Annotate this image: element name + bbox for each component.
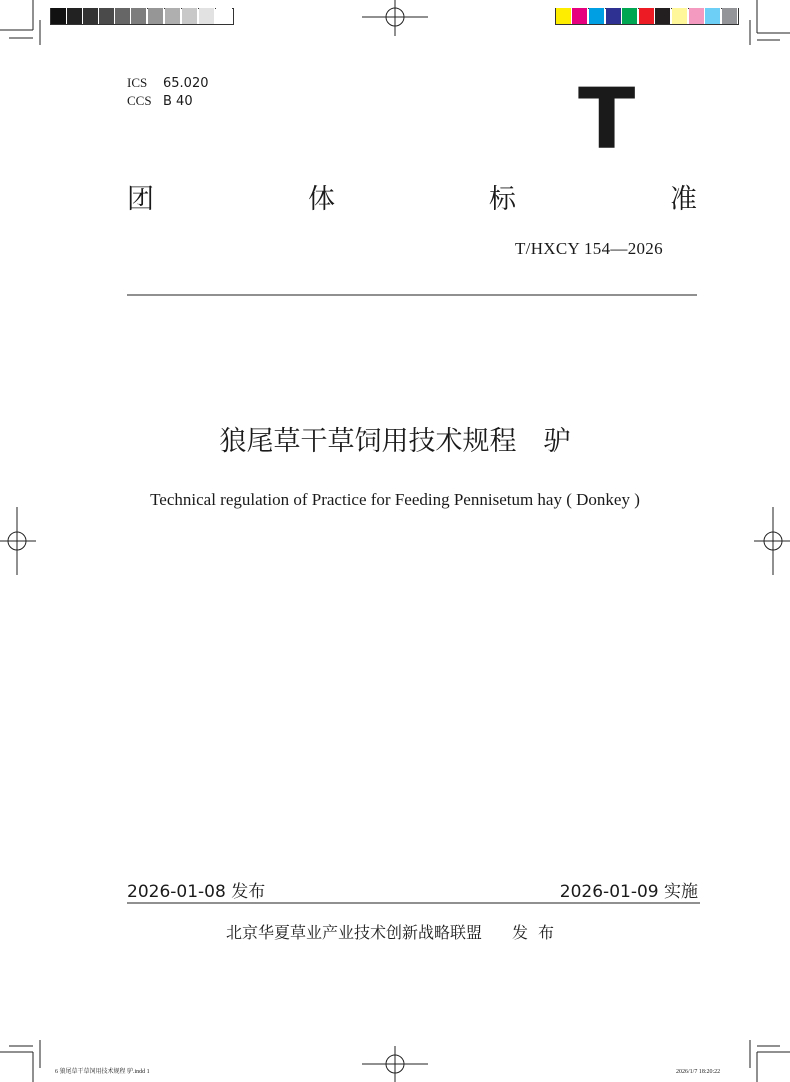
gray-swatch bbox=[51, 8, 67, 24]
color-swatch bbox=[722, 8, 738, 24]
color-swatch bbox=[689, 8, 705, 24]
document-title-cn: 狼尾草干草饲用技术规程 驴 bbox=[219, 426, 571, 457]
gray-swatch bbox=[115, 8, 131, 24]
color-swatch bbox=[589, 8, 605, 24]
gray-swatch bbox=[199, 8, 215, 24]
document-title-en: Technical regulation of Practice for Feeding Pennisetum hay ( Donkey ) bbox=[150, 490, 640, 509]
gray-swatch bbox=[148, 8, 164, 24]
gray-swatch bbox=[99, 8, 115, 24]
color-swatch bbox=[556, 8, 572, 24]
standard-type-heading bbox=[127, 182, 697, 218]
standard-number: T/HXCY 154—2026 bbox=[515, 239, 663, 258]
ccs-row bbox=[127, 92, 209, 110]
color-swatch bbox=[655, 8, 671, 24]
publish-date: 2026-01-08 发布 bbox=[127, 882, 266, 902]
publisher-label: 发布 bbox=[512, 923, 565, 942]
publisher bbox=[226, 922, 564, 944]
ccs-code: B 40 bbox=[163, 94, 193, 109]
classification-codes bbox=[127, 74, 209, 110]
ics-code: 65.020 bbox=[163, 76, 209, 91]
implementation-date: 2026-01-09 实施 bbox=[559, 882, 698, 902]
standard-type-char: 团 bbox=[127, 184, 154, 215]
gray-swatch bbox=[83, 8, 99, 24]
gray-swatch bbox=[216, 8, 232, 24]
color-swatch bbox=[672, 8, 688, 24]
color-swatch bbox=[639, 8, 655, 24]
standard-type-char: 准 bbox=[670, 184, 697, 215]
ics-row bbox=[127, 74, 209, 92]
footer-file-name: 6 狼尾草干草饲用技术规程 驴.indd 1 bbox=[55, 1069, 150, 1075]
standard-type-letter: T bbox=[578, 70, 636, 168]
publisher-name: 北京华夏草业产业技术创新战略联盟 bbox=[226, 923, 483, 942]
gray-swatch bbox=[67, 8, 83, 24]
footer-timestamp: 2026/1/7 18:20:22 bbox=[676, 1069, 721, 1075]
gray-swatch bbox=[165, 8, 181, 24]
gray-swatch bbox=[131, 8, 147, 24]
color-swatch bbox=[622, 8, 638, 24]
standard-type-char: 体 bbox=[308, 184, 335, 215]
gray-swatch bbox=[182, 8, 198, 24]
color-swatch bbox=[705, 8, 721, 24]
color-swatch bbox=[572, 8, 588, 24]
color-swatch bbox=[606, 8, 622, 24]
ics-label: ICS bbox=[127, 75, 148, 90]
standard-type-char: 标 bbox=[489, 184, 516, 215]
ccs-label: CCS bbox=[127, 93, 152, 108]
